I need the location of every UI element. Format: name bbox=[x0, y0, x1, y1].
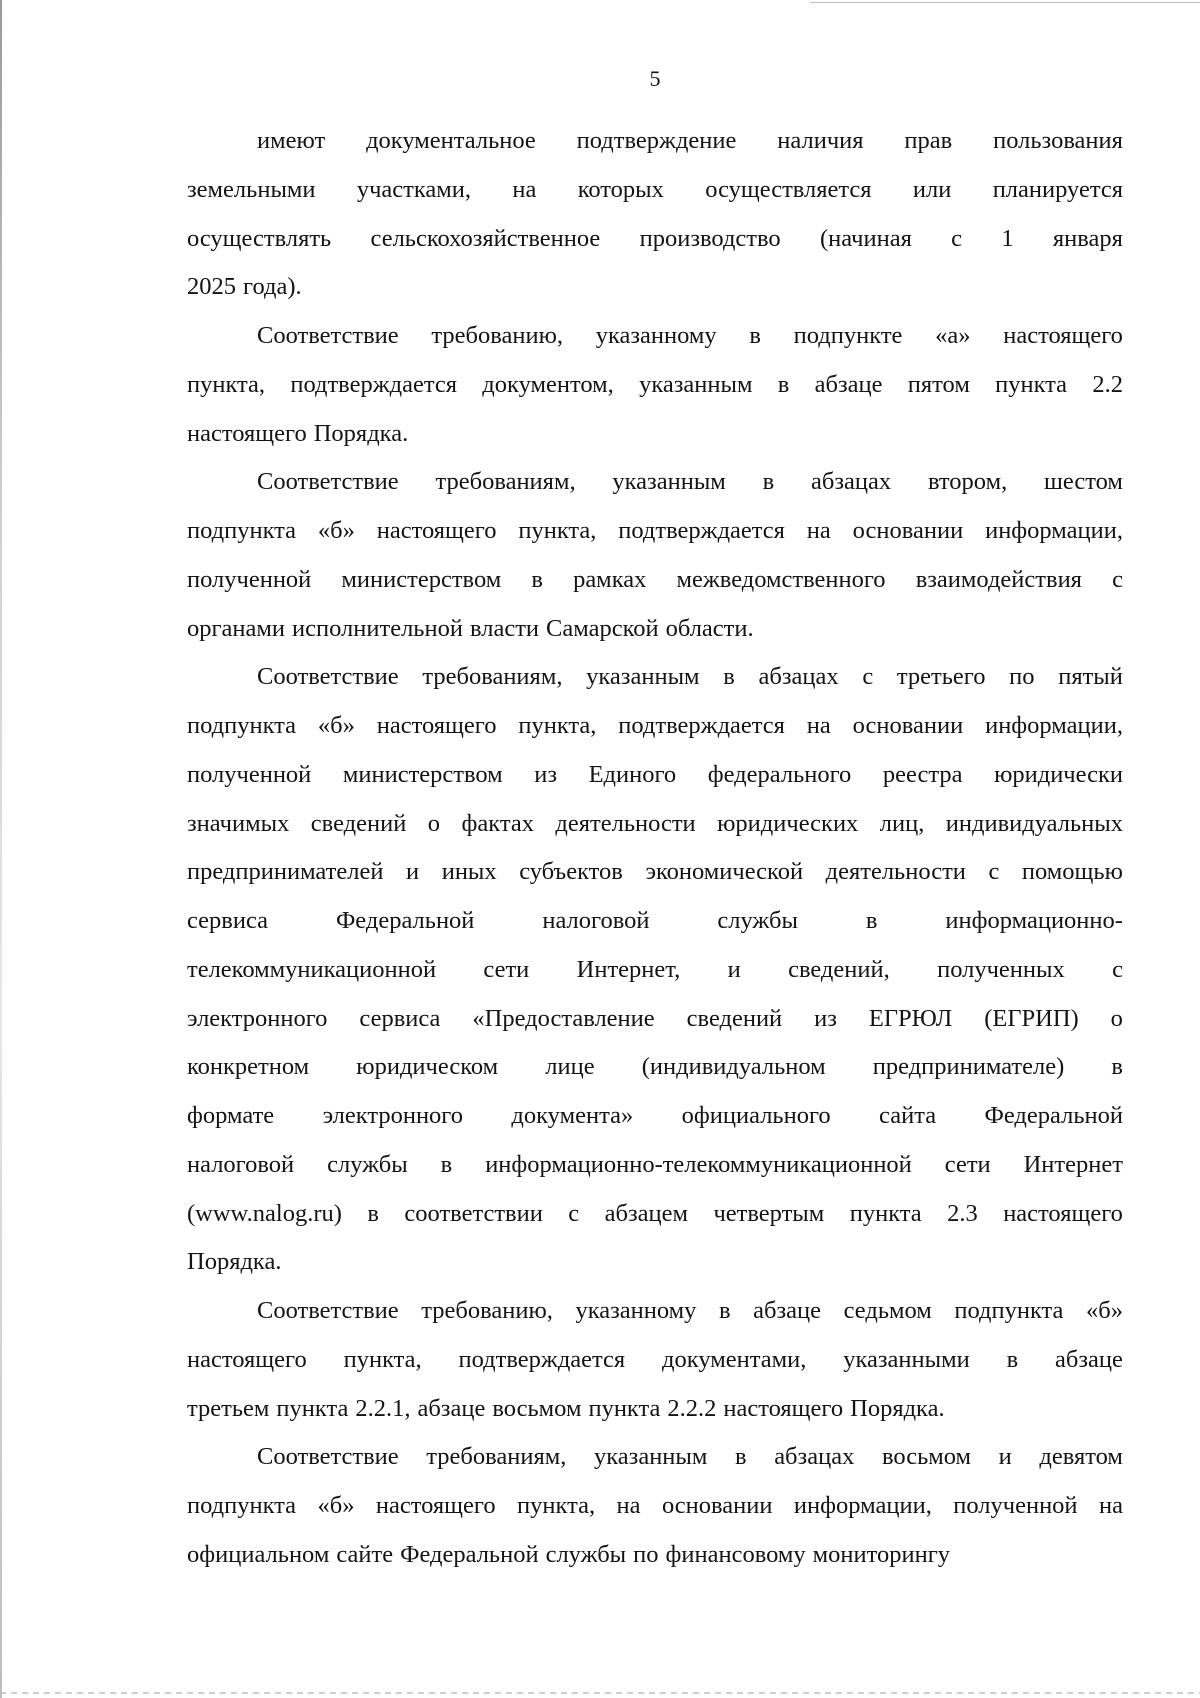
word: подпункта bbox=[187, 1492, 297, 1519]
text-line bbox=[187, 702, 1123, 751]
word: документальное bbox=[366, 127, 536, 154]
word: деятельности bbox=[555, 809, 696, 837]
word: третьего bbox=[896, 663, 986, 691]
text-line bbox=[187, 507, 1123, 556]
word: указанным bbox=[586, 663, 700, 691]
word: в bbox=[735, 1443, 747, 1471]
text-line bbox=[187, 117, 1123, 166]
text-line bbox=[187, 215, 1123, 264]
word: официальном bbox=[187, 1540, 330, 1568]
word: «б» bbox=[317, 517, 355, 544]
word: телекоммуникационной bbox=[187, 955, 437, 983]
text-line bbox=[187, 995, 1123, 1044]
word: полученной bbox=[187, 760, 312, 788]
word: «б» bbox=[317, 712, 355, 739]
word: 2.3 bbox=[947, 1199, 978, 1227]
word: абзацах bbox=[811, 468, 892, 496]
word: Порядка. bbox=[313, 419, 409, 447]
text-line bbox=[187, 1433, 1123, 1482]
word: с bbox=[862, 663, 874, 691]
text-line bbox=[187, 653, 1123, 702]
text-line bbox=[187, 1190, 1123, 1239]
text-line bbox=[187, 1385, 1123, 1434]
word: подтверждается bbox=[458, 1345, 626, 1373]
word: подпункта bbox=[187, 712, 297, 739]
word: официального bbox=[681, 1102, 831, 1129]
word: настоящего bbox=[187, 1345, 307, 1373]
word: третьем bbox=[187, 1394, 270, 1422]
word: настоящего bbox=[376, 517, 497, 544]
word: пункта bbox=[849, 1199, 922, 1227]
word: пункта bbox=[995, 370, 1068, 398]
word: пункта, bbox=[518, 712, 597, 739]
word: электронного bbox=[187, 1004, 328, 1032]
word: министерством bbox=[342, 760, 503, 788]
text-line bbox=[187, 800, 1123, 849]
word: с bbox=[951, 224, 963, 252]
word: пункта, bbox=[187, 370, 266, 398]
paragraph bbox=[187, 1433, 1123, 1579]
word: сведений bbox=[310, 809, 407, 837]
word: втором, bbox=[927, 468, 1008, 496]
word: сети bbox=[944, 1150, 991, 1178]
word: документа» bbox=[511, 1102, 634, 1129]
word: о bbox=[1110, 1004, 1123, 1032]
word: указанным bbox=[639, 370, 753, 398]
text-line bbox=[187, 1043, 1123, 1092]
paragraph bbox=[187, 653, 1123, 1287]
word: подпункте bbox=[793, 322, 903, 349]
paragraph bbox=[187, 312, 1123, 458]
word: «б» bbox=[317, 1492, 355, 1519]
word: предпринимателе) bbox=[872, 1053, 1065, 1081]
word: юридических bbox=[717, 809, 859, 837]
word: финансовому bbox=[665, 1540, 806, 1568]
word: планируется bbox=[992, 175, 1123, 203]
word: и bbox=[406, 858, 420, 886]
word: Соответствие bbox=[257, 1297, 399, 1324]
word: настоящего bbox=[1003, 322, 1123, 349]
word: осуществлять bbox=[187, 224, 332, 252]
word: по bbox=[1009, 663, 1035, 691]
word: абзацах bbox=[774, 1443, 855, 1471]
word: требованиям, bbox=[426, 1443, 567, 1471]
word: указанному bbox=[575, 1297, 697, 1324]
word: или bbox=[912, 175, 952, 203]
word: 2.2.1, bbox=[355, 1394, 411, 1422]
word: сервиса bbox=[359, 1004, 441, 1032]
word: настоящего bbox=[1003, 1199, 1123, 1227]
word: настоящего bbox=[723, 1394, 844, 1422]
text-line bbox=[187, 751, 1123, 800]
word: (начиная bbox=[819, 224, 912, 252]
word: седьмом bbox=[843, 1297, 932, 1324]
word: производство bbox=[639, 224, 781, 252]
word: прав bbox=[904, 127, 953, 154]
paragraph bbox=[187, 458, 1123, 653]
word: службы bbox=[327, 1150, 408, 1178]
text-line bbox=[187, 361, 1123, 410]
word: которых bbox=[577, 175, 664, 203]
text-line bbox=[187, 1141, 1123, 1190]
word: сети bbox=[483, 955, 530, 983]
paragraph bbox=[187, 1287, 1123, 1433]
text-line bbox=[187, 848, 1123, 897]
scan-edge-top bbox=[810, 2, 1200, 3]
word: о bbox=[427, 809, 441, 837]
text-line bbox=[187, 897, 1123, 946]
word: в bbox=[440, 1150, 453, 1178]
word: помощью bbox=[1021, 858, 1123, 886]
word: информационно- bbox=[945, 907, 1123, 934]
text-line bbox=[187, 1092, 1123, 1141]
word: в bbox=[749, 322, 761, 349]
word: с bbox=[568, 1199, 580, 1227]
word: на bbox=[512, 175, 537, 203]
word: субъектов bbox=[519, 858, 623, 886]
word: информации, bbox=[985, 712, 1123, 739]
word: 2.2.2 bbox=[667, 1394, 717, 1422]
word: настоящего bbox=[376, 712, 497, 739]
word: с bbox=[988, 858, 1000, 886]
word: 2.2 bbox=[1092, 370, 1123, 398]
text-line bbox=[187, 605, 1123, 654]
word: полученной bbox=[953, 1492, 1078, 1519]
text-line bbox=[187, 312, 1123, 361]
word: документом, bbox=[482, 370, 614, 398]
word: подтверждается bbox=[618, 712, 785, 739]
word: земельными bbox=[187, 175, 316, 203]
word: подпункта bbox=[187, 517, 297, 544]
word: наличия bbox=[777, 127, 864, 154]
word: января bbox=[1052, 224, 1123, 252]
word: пятый bbox=[1058, 663, 1123, 691]
word: юридически bbox=[994, 760, 1123, 788]
word: сведений, bbox=[788, 955, 890, 983]
word: формате bbox=[187, 1102, 275, 1129]
word: в bbox=[1006, 1345, 1019, 1373]
word: Соответствие bbox=[257, 663, 399, 691]
word: «а» bbox=[935, 322, 971, 349]
word: и bbox=[727, 955, 741, 983]
word: Порядка. bbox=[850, 1394, 945, 1422]
word: деятельности bbox=[825, 858, 966, 886]
word: налоговой bbox=[542, 907, 650, 934]
word: абзаце bbox=[753, 1297, 822, 1324]
word: (www.nalog.ru) bbox=[187, 1199, 342, 1227]
word: основании bbox=[852, 517, 964, 544]
text-line bbox=[187, 1287, 1123, 1336]
word: Самарской bbox=[546, 614, 659, 642]
word: Соответствие bbox=[257, 468, 399, 496]
word: исполнительной bbox=[292, 614, 463, 642]
word: на bbox=[806, 712, 831, 739]
word: указанными bbox=[843, 1345, 970, 1373]
word: указанному bbox=[595, 322, 717, 349]
word: пункта bbox=[276, 1394, 349, 1422]
word: требованию, bbox=[431, 322, 563, 349]
text-line bbox=[187, 263, 1123, 312]
text-line bbox=[187, 458, 1123, 507]
word: «Предоставление bbox=[472, 1004, 655, 1032]
word: подтверждение bbox=[576, 127, 737, 154]
word: восьмом bbox=[881, 1443, 972, 1471]
word: пользования bbox=[993, 127, 1123, 154]
word: на bbox=[616, 1492, 641, 1519]
word: сайте bbox=[336, 1540, 394, 1568]
word: предпринимателей bbox=[187, 858, 384, 886]
word: из bbox=[534, 760, 558, 788]
word: указанным bbox=[612, 468, 726, 496]
word: Интернет bbox=[1023, 1150, 1123, 1178]
word: значимых bbox=[187, 809, 290, 837]
word: года). bbox=[243, 273, 302, 301]
word: (индивидуальном bbox=[641, 1053, 826, 1081]
text-line bbox=[187, 1238, 1123, 1287]
word: сайта bbox=[879, 1102, 937, 1129]
word: подтверждается bbox=[618, 517, 785, 544]
word: реестра bbox=[882, 760, 963, 788]
word: взаимодействия bbox=[915, 565, 1082, 593]
word: по bbox=[633, 1540, 659, 1568]
word: абзаце bbox=[814, 370, 883, 398]
word: сведений bbox=[686, 1004, 783, 1032]
word: сельскохозяйственное bbox=[370, 224, 601, 252]
word: в bbox=[723, 663, 735, 691]
word: Соответствие bbox=[257, 322, 399, 349]
word: конкретном bbox=[187, 1053, 310, 1081]
word: информации, bbox=[793, 1492, 932, 1519]
word: 2025 bbox=[187, 273, 236, 301]
word: лиц, bbox=[879, 809, 925, 837]
word: 1 bbox=[1001, 224, 1014, 252]
word: службы bbox=[545, 1540, 627, 1568]
word: Федеральной bbox=[984, 1102, 1123, 1129]
word: восьмом bbox=[492, 1394, 582, 1422]
word: пункта bbox=[588, 1394, 661, 1422]
word: четвертым bbox=[713, 1199, 825, 1227]
word: документами, bbox=[662, 1345, 807, 1373]
word: на bbox=[806, 517, 831, 544]
word: полученных bbox=[937, 955, 1065, 983]
page-number: 5 bbox=[649, 66, 661, 91]
word: власти bbox=[469, 614, 540, 642]
word: настоящего bbox=[375, 1492, 496, 1519]
word: основании bbox=[661, 1492, 773, 1519]
word: пятом bbox=[907, 370, 970, 398]
word: органами bbox=[187, 614, 286, 642]
word: сервиса bbox=[187, 907, 269, 934]
word: Интернет, bbox=[576, 955, 681, 983]
word: пункта, bbox=[518, 517, 597, 544]
word: на bbox=[1098, 1492, 1123, 1519]
word: в bbox=[367, 1199, 379, 1227]
word: информационно-телекоммуникационной bbox=[485, 1150, 912, 1178]
document-body bbox=[187, 117, 1123, 1580]
word: «б» bbox=[1086, 1297, 1123, 1324]
word: Единого bbox=[588, 760, 677, 788]
word: настоящего bbox=[187, 419, 307, 447]
word: пункта, bbox=[517, 1492, 596, 1519]
word: осуществляется bbox=[705, 175, 872, 203]
word: рамках bbox=[573, 565, 647, 593]
word: (ЕГРИП) bbox=[984, 1004, 1079, 1032]
scan-edge-left bbox=[0, 0, 2, 1698]
word: абзацем bbox=[604, 1199, 688, 1227]
word: ЕГРЮЛ bbox=[868, 1004, 953, 1032]
text-line bbox=[187, 166, 1123, 215]
word: юридическом bbox=[356, 1053, 499, 1081]
word: подпункта bbox=[954, 1297, 1064, 1324]
word: требованию, bbox=[421, 1297, 553, 1324]
word: экономической bbox=[645, 858, 804, 886]
word: абзаце bbox=[417, 1394, 486, 1422]
paragraph bbox=[187, 117, 1123, 312]
word: службы bbox=[717, 907, 798, 934]
word: индивидуальных bbox=[945, 809, 1123, 837]
word: налоговой bbox=[187, 1150, 295, 1178]
word: в bbox=[719, 1297, 731, 1324]
text-line bbox=[187, 1531, 1123, 1580]
word: абзацах bbox=[758, 663, 839, 691]
word: Федеральной bbox=[400, 1540, 539, 1568]
word: в bbox=[531, 565, 543, 593]
word: полученной bbox=[187, 565, 312, 593]
text-line bbox=[187, 1482, 1123, 1531]
word: основании bbox=[852, 712, 964, 739]
word: электронного bbox=[322, 1102, 463, 1129]
word: фактах bbox=[461, 809, 534, 837]
word: министерством bbox=[341, 565, 502, 593]
scan-edge-bottom bbox=[0, 1692, 1200, 1694]
word: требованиям, bbox=[422, 663, 563, 691]
word: указанным bbox=[593, 1443, 708, 1471]
text-line bbox=[187, 946, 1123, 995]
word: и bbox=[998, 1443, 1012, 1471]
word: имеют bbox=[257, 127, 326, 154]
text-line bbox=[187, 556, 1123, 605]
word: лице bbox=[545, 1053, 595, 1081]
word: федерального bbox=[707, 760, 852, 788]
text-line bbox=[187, 410, 1123, 459]
word: из bbox=[814, 1004, 837, 1032]
word: области. bbox=[665, 614, 754, 642]
word: подтверждается bbox=[290, 370, 458, 398]
word: мониторингу bbox=[812, 1540, 951, 1568]
word: соответствии bbox=[404, 1199, 543, 1227]
word: межведомственного bbox=[676, 565, 886, 593]
word: в bbox=[762, 468, 775, 496]
word: с bbox=[1112, 955, 1123, 983]
word: абзаце bbox=[1055, 1345, 1123, 1373]
word: иных bbox=[441, 858, 497, 886]
word: участками, bbox=[356, 175, 472, 203]
word: Соответствие bbox=[257, 1443, 399, 1471]
word: в bbox=[777, 370, 790, 398]
word: Федеральной bbox=[335, 907, 475, 934]
word: информации, bbox=[985, 517, 1123, 544]
word: в bbox=[1111, 1053, 1123, 1081]
word: девятом bbox=[1039, 1443, 1123, 1471]
text-line bbox=[187, 1336, 1123, 1385]
word: шестом bbox=[1044, 468, 1123, 496]
word: с bbox=[1112, 565, 1123, 593]
word: пункта, bbox=[343, 1345, 422, 1373]
word: в bbox=[865, 907, 878, 934]
word: требованиям, bbox=[435, 468, 576, 496]
word: Порядка. bbox=[187, 1248, 282, 1276]
